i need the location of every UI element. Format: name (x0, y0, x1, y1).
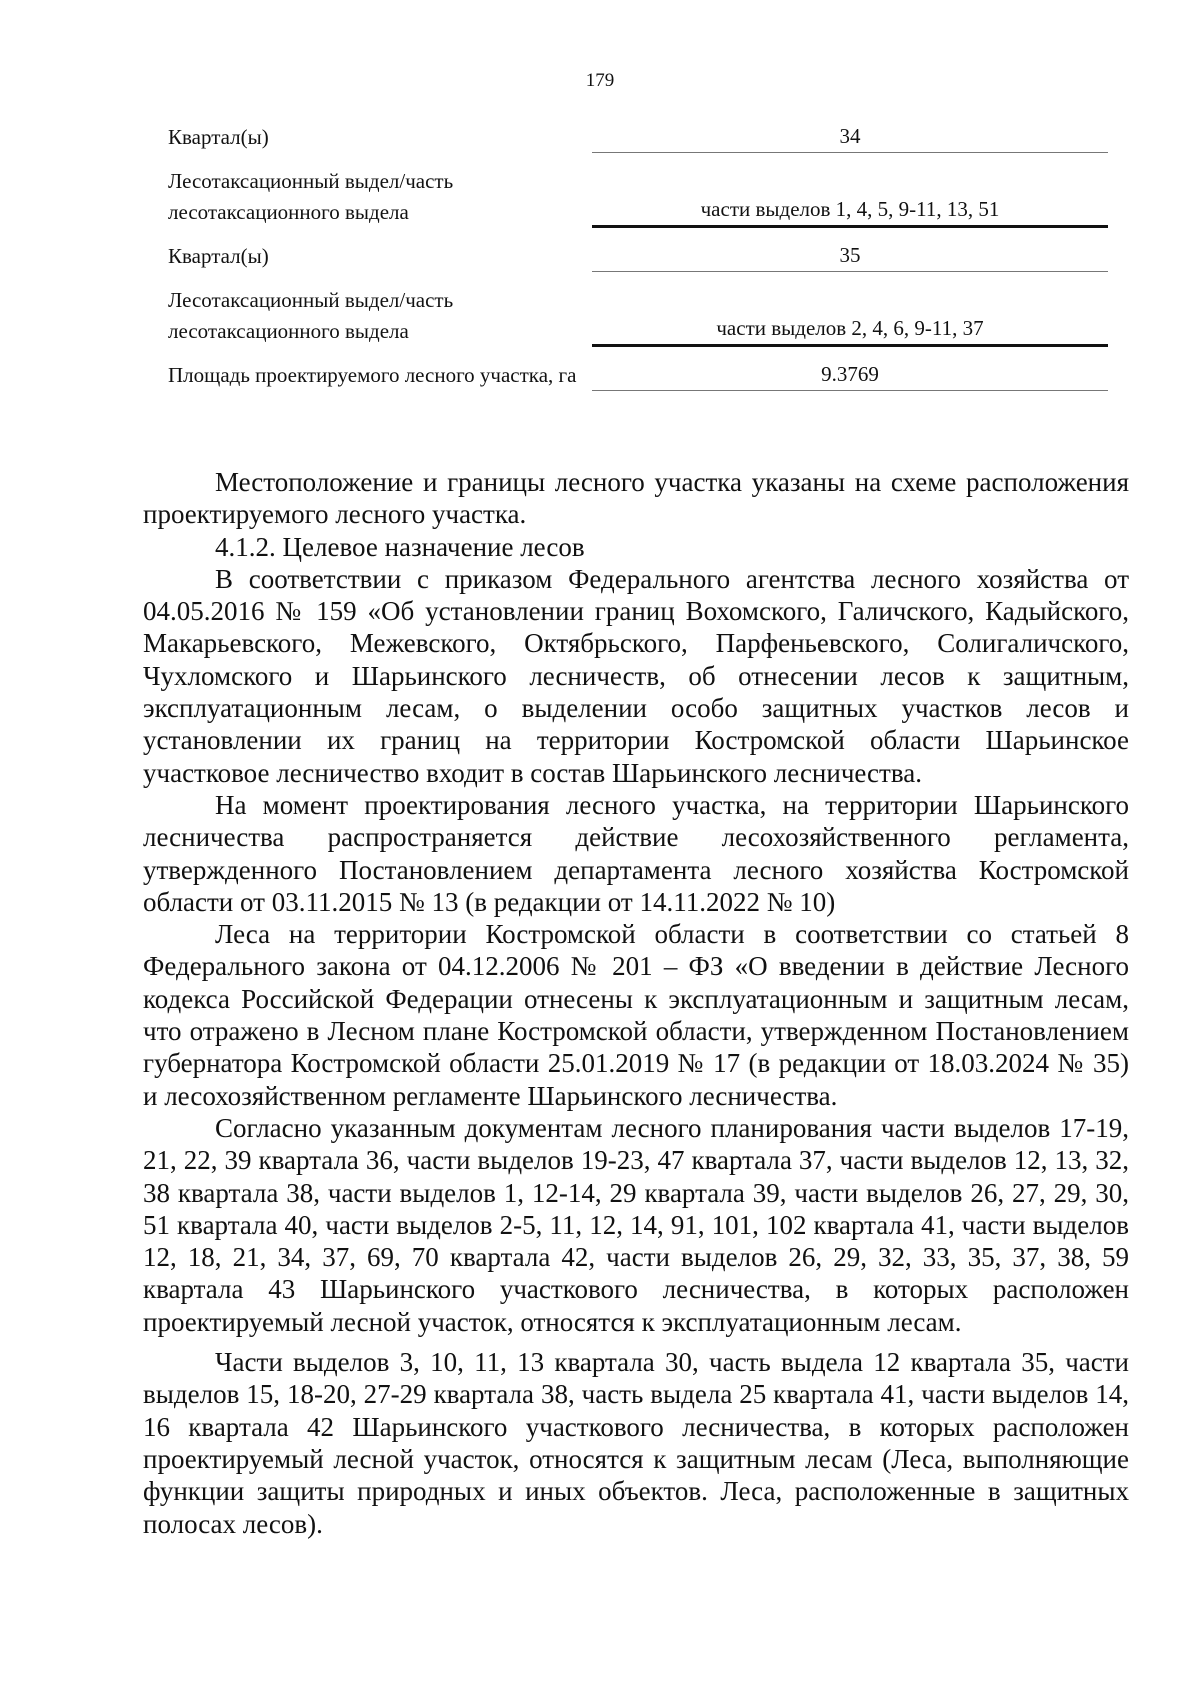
quarter-value: 35 (592, 241, 1108, 272)
area-value: 9.3769 (592, 360, 1108, 391)
area-label: Площадь проектируемого лесного участка, га (168, 363, 577, 387)
forest-plot-table (168, 122, 1108, 391)
forest-plan-paragraph: Леса на территории Костромской области в соответствии со статьей 8 Федерального закона от 04.12.2006 № 201 – ФЗ «О введении в действие Лесного кодекса Российской Федерации отнесены к эксплуатационным и защитным лесам, что отражено в Лесном плане Костромской области, утвержденном Постановлением губернатора Костромской области 25.01.2019 № 17 (в редакции от 18.03.2024 № 35) и лесохозяйственном регламенте Шарьинского лесничества. (143, 919, 1129, 1111)
protective-forests-paragraph: Части выделов 3, 10, 11, 13 квартала 30, часть выдела 12 квартала 35, части выделов 15, 18-20, 27-29 квартала 38, часть выдела 25 квартала 41, части выделов 14, 16 квартала 42 Шарьинского участкового лесничества, в которых расположен проектируемый лесной участок, относятся к защитным лесам (Леса, выполняющие функции защиты природных и иных объектов. Леса, расположенные в защитных полосах лесов). (143, 1347, 1129, 1539)
quarter-label: Квартал(ы) (168, 125, 269, 149)
location-paragraph: Местоположение и границы лесного участка указаны на схеме расположения проектируемого лесного участка. (143, 467, 1129, 530)
exploitation-forests-paragraph: Согласно указанным документам лесного планирования части выделов 17-19, 21, 22, 39 квартала 36, части выделов 19-23, 47 квартала 37, части выделов 12, 13, 32, 38 квартала 38, части выделов 1, 12-14, 29 квартала 39, части выделов 26, 27, 29, 30, 51 квартала 40, части выделов 2-5, 11, 12, 14, 91, 101, 102 квартала 41, части выделов 12, 18, 21, 34, 37, 69, 70 квартала 42, части выделов 26, 29, 32, 33, 35, 37, 38, 59 квартала 43 Шарьинского участкового лесничества, в которых расположен проектируемый лесной участок, относятся к эксплуатационным лесам. (143, 1112, 1129, 1337)
regulation-paragraph: На момент проектирования лесного участка, на территории Шарьинского лесничества распространяется действие лесохозяйственного регламента, утвержденного Постановлением департамента лесного хозяйства Костромской области от 03.11.2015 № 13 (в редакции от 14.11.2022 № 10) (143, 789, 1129, 917)
table-row (168, 166, 1108, 228)
vydel-value: части выделов 1, 4, 5, 9-11, 13, 51 (592, 195, 1108, 228)
table-row (168, 360, 1108, 391)
quarter-value: 34 (592, 122, 1108, 153)
order-paragraph: В соответствии с приказом Федерального агентства лесного хозяйства от 04.05.2016 № 159 «Об установлении границ Вохомского, Галичского, Кадыйского, Макарьевского, Межевского, Октябрьского, Парфеньевского, Солигаличского, Чухломского и Шарьинского лесничеств, об отнесении лесов к защитным, эксплуатационным лесам, о выделении особо защитных участков лесов и установлении их границ на территории Костромской области Шарьинское участковое лесничество входит в состав Шарьинского лесничества. (143, 563, 1129, 788)
table-row (168, 241, 1108, 272)
quarter-label: Квартал(ы) (168, 244, 269, 268)
section-heading: 4.1.2. Целевое назначение лесов (215, 531, 585, 562)
vydel-label: Лесотаксационный выдел/часть лесотаксационного выдела (168, 169, 454, 224)
table-row (168, 122, 1108, 153)
table-row (168, 285, 1108, 347)
document-body (143, 466, 1129, 1540)
vydel-value: части выделов 2, 4, 6, 9-11, 37 (592, 314, 1108, 347)
vydel-label: Лесотаксационный выдел/часть лесотаксационного выдела (168, 288, 454, 343)
page-number: 179 (585, 70, 615, 91)
